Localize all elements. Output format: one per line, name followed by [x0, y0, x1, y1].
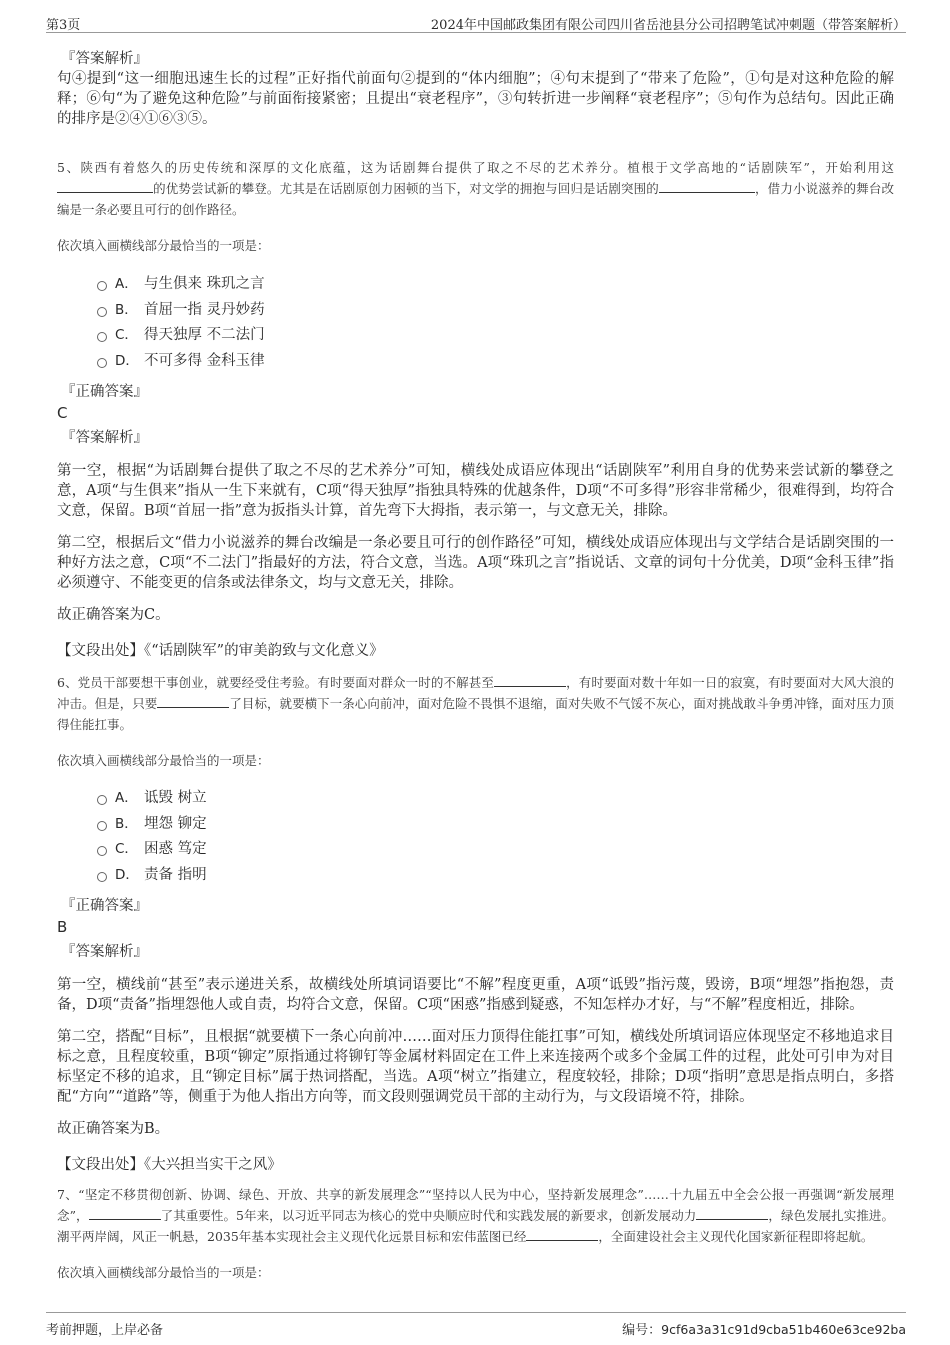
analysis-label: 『答案解析』: [61, 944, 148, 960]
q7-stem: [57, 1184, 894, 1247]
q6-analysis-para2: 第二空，搭配“目标”，且根据“就要横下一条心向前冲……面对压力顶得住能扛事”可知，横线处所填词语应体现坚定不移地追求目标之意，且程度较重，B项“铆定”原指通过将铆钉等金属材料固定在工件上来连接两个或多个金属工件的过程，此处可引申为对目标坚定不移的追求，且“铆定目标”属于热词搭配，当选。A项“树立”指建立，程度较轻，排除；D项“指明”意思是指点明白，多搭配“方向”“道路”等，侧重于为他人指出方向等，而文段则强调党员干部的主动行为，与文段语境不符，排除。: [57, 1029, 894, 1105]
radio-icon[interactable]: [97, 795, 107, 805]
q5-stem-part3: ，借力小说滋养的舞台改编是一条必要且可行的创作路径。: [57, 181, 894, 217]
option-text: 首屈一指 灵丹妙药: [144, 301, 265, 318]
q5-blank-1: [57, 179, 153, 193]
q6-option-b[interactable]: [57, 812, 894, 838]
q5-conclusion: 故正确答案为C。: [57, 607, 170, 623]
option-letter: C．: [115, 327, 138, 343]
footer-slogan: 考前押题，上岸必备: [46, 1323, 164, 1338]
q6-answer: B: [57, 918, 68, 936]
q5-stem-part2: 的优势尝试新的攀登。尤其是在话剧原创力困顿的当下，对文学的拥抱与回归是话剧突围的: [153, 181, 659, 196]
radio-icon[interactable]: [97, 821, 107, 831]
page-footer: [46, 1312, 906, 1337]
radio-icon[interactable]: [97, 281, 107, 291]
option-text: 埋怨 铆定: [144, 815, 207, 832]
q5-blank-2: [659, 179, 755, 193]
option-letter: B．: [115, 815, 138, 832]
q5-stem-part1: 5、陕西有着悠久的历史传统和深厚的文化底蕴，这为话剧舞台提供了取之不尽的艺术养分。植根于文学高地的“话剧陕军”，开始利用这: [57, 160, 894, 175]
option-text: 与生俱来 珠玑之言: [144, 276, 265, 292]
option-letter: C．: [115, 841, 138, 857]
q6-conclusion: 故正确答案为B。: [57, 1121, 170, 1137]
q7-stem-part2: 了其重要性。5年来，以习近平同志为核心的党中央顺应时代和实践发展的新要求，创新发展动力: [160, 1208, 697, 1223]
correct-answer-label: 『正确答案』: [61, 898, 148, 914]
q6-blank-1: [494, 673, 566, 687]
analysis-label: 『答案解析』: [61, 430, 148, 446]
q6-option-a[interactable]: [57, 786, 894, 812]
q7-stem-part4: ，全面建设社会主义现代化国家新征程即将起航。: [598, 1229, 874, 1244]
q7-prompt: 依次填入画横线部分最恰当的一项是：: [57, 1265, 270, 1280]
q7-stem-part1: 7、“坚定不移贯彻创新、协调、绿色、开放、共享的新发展理念”“坚持以人民为中心，坚持新发展理念”……十九届五中全会公报一再强调“新发展理念”，: [57, 1187, 894, 1223]
q5-stem: [57, 157, 894, 220]
q5-source: [57, 639, 894, 660]
radio-icon[interactable]: [97, 872, 107, 882]
q5-option-a[interactable]: [57, 272, 894, 298]
option-text: 得天独厚 不二法门: [144, 327, 265, 343]
option-text: 困惑 笃定: [144, 841, 207, 857]
radio-icon[interactable]: [97, 358, 107, 368]
q6-option-c[interactable]: [57, 837, 894, 863]
q6-option-d[interactable]: [57, 863, 894, 889]
q7-blank-3: [526, 1227, 598, 1241]
source-label: 【文段出处】: [57, 643, 144, 659]
option-text: 责备 指明: [144, 866, 207, 883]
code-label: 编号：: [622, 1323, 662, 1338]
radio-icon[interactable]: [97, 332, 107, 342]
option-letter: B．: [115, 301, 138, 318]
q6-stem-part3: 了目标，就要横下一条心向前冲，面对危险不畏惧不退缩，面对失败不气馁不灰心，面对挑战敢斗争勇冲锋，面对压力顶得住能扛事。: [57, 696, 894, 732]
q5-option-c[interactable]: [57, 323, 894, 349]
q6-source-title: 《大兴担当实干之风》: [144, 1157, 282, 1173]
page-content: [57, 44, 894, 1281]
q7-blank-2: [696, 1206, 768, 1220]
page-number: 第3页: [46, 18, 81, 33]
q6-source: [57, 1153, 894, 1174]
q6-prompt: 依次填入画横线部分最恰当的一项是：: [57, 753, 270, 768]
q5-answer: C: [57, 404, 68, 422]
correct-answer-label: 『正确答案』: [61, 384, 148, 400]
document-code: [622, 1319, 906, 1338]
q5-prompt: 依次填入画横线部分最恰当的一项是：: [57, 238, 270, 253]
q5-analysis-para2: 第二空，根据后文“借力小说滋养的舞台改编是一条必要且可行的创作路径”可知，横线处成语应体现出与文学结合是话剧突围的一种好方法之意，C项“不二法门”指最好的方法，符合文意，当选。A项“珠玑之言”指说话、文章的词句十分优美，D项“金科玉律”指必须遵守、不能变更的信条或法律条文，均与文意无关，排除。: [57, 535, 894, 591]
radio-icon[interactable]: [97, 307, 107, 317]
q6-options: [57, 786, 894, 888]
radio-icon[interactable]: [97, 846, 107, 856]
q7-stem-part3: ，绿色发展扎实推进。潮平两岸阔，风正一帆悬，2035年基本实现社会主义现代化远景目标和宏伟蓝图已经: [57, 1208, 894, 1244]
q5-option-b[interactable]: [57, 298, 894, 324]
q6-blank-2: [157, 694, 229, 708]
q6-stem-part2: ，有时要面对数十年如一日的寂寞，有时要面对大风大浪的冲击。但是，只要: [57, 675, 894, 711]
option-text: 不可多得 金科玉律: [144, 352, 265, 369]
document-title: 2024年中国邮政集团有限公司四川省岳池县分公司招聘笔试冲刺题（带答案解析）: [430, 18, 906, 33]
q6-analysis-para1: 第一空，横线前“甚至”表示递进关系，故横线处所填词语要比“不解”程度更重，A项“诋毁”指污蔑，毁谤，B项“埋怨”指抱怨，责备，D项“责备”指埋怨他人或自责，均符合文意，保留。C项“困惑”指感到疑惑，不知怎样办才好，与“不解”程度相近，排除。: [57, 977, 894, 1013]
q7-blank-1: [89, 1206, 161, 1220]
code-value: 9cf6a3a31c91d9cba51b460e63ce92ba: [661, 1322, 906, 1337]
q5-option-d[interactable]: [57, 349, 894, 375]
page-header: [46, 10, 906, 33]
q5-options: [57, 272, 894, 374]
option-letter: A．: [115, 790, 138, 806]
option-letter: D．: [115, 866, 139, 883]
q6-stem-part1: 6、党员干部要想干事创业，就要经受住考验。有时要面对群众一时的不解甚至: [57, 675, 494, 690]
option-text: 诋毁 树立: [144, 790, 207, 806]
option-letter: A．: [115, 276, 138, 292]
q6-stem: [57, 672, 894, 735]
q5-analysis-para1: 第一空，根据“为话剧舞台提供了取之不尽的艺术养分”可知，横线处成语应体现出“话剧陕军”利用自身的优势来尝试新的攀登之意，A项“与生俱来”指从一生下来就有，C项“得天独厚”指独具特殊的优越条件，D项“不可多得”形容非常稀少，很难得到，均符合文意，保留。B项“首屈一指”意为扳指头计算，首先弯下大拇指，表示第一，与文意无关，排除。: [57, 463, 894, 519]
option-letter: D．: [115, 352, 139, 369]
q5-source-title: 《“话剧陕军”的审美韵致与文化意义》: [144, 643, 384, 659]
q4-analysis-text: 句④提到“这一细胞迅速生长的过程”正好指代前面句②提到的“体内细胞”；④句末提到了“带来了危险”，①句是对这种危险的解释；⑥句“为了避免这种危险”与前面衔接紧密；且提出“衰老程序”，③句转折进一步阐释“衰老程序”；⑤句作为总结句。因此正确的排序是②④①⑥③⑤。: [57, 71, 894, 127]
analysis-label: 『答案解析』: [61, 51, 148, 67]
source-label: 【文段出处】: [57, 1157, 144, 1173]
